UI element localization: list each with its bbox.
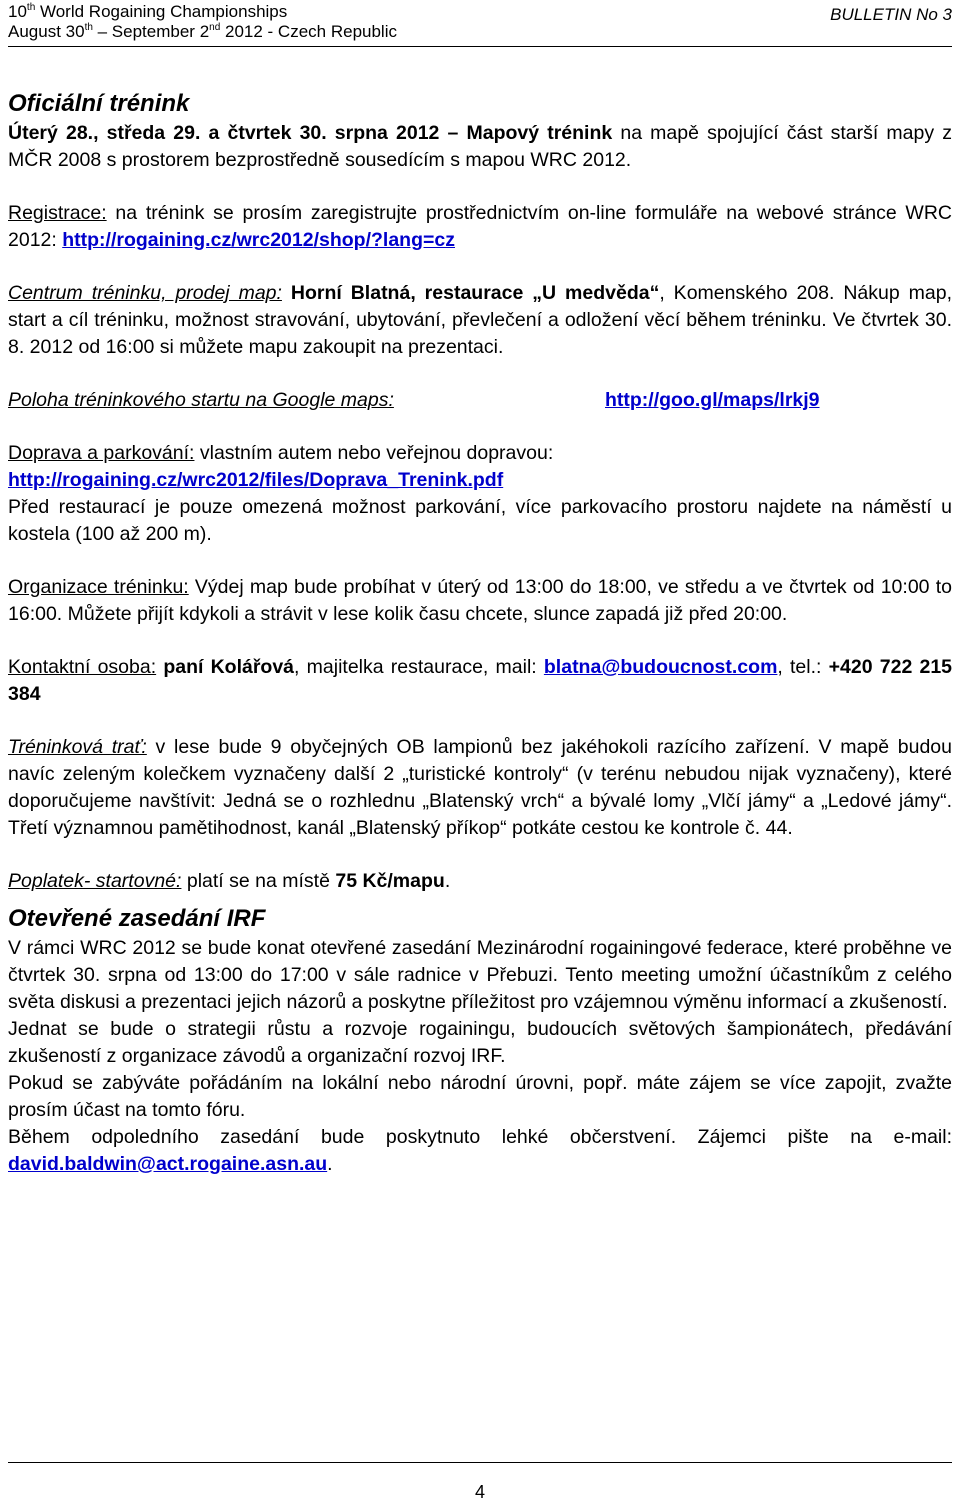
contact-paragraph: Kontaktní osoba: paní Kolářová, majitelka restaurace, mail: blatna@budoucnost.com, tel.: +420 722 215 384 — [8, 656, 953, 705]
irf-email-link[interactable]: david.baldwin@act.rogaine.asn.au — [8, 1153, 328, 1175]
transport-paragraph: Doprava a parkování: vlastním autem nebo veřejnou dopravou: http://rogaining.cz/wrc2012/files/Doprava_Trenink.pdf Před restaurací je pouze omezená možnost parkování, více parkovacího prostoru najdete na náměstí u kostela (100 až 200 m). — [8, 442, 952, 545]
bulletin-number: BULLETIN No 3 — [830, 5, 952, 24]
header-event-title: 10th World Rogaining Championships — [8, 2, 288, 21]
header-event-dates: August 30th – September 2nd 2012 - Czech Republic — [8, 22, 397, 41]
registration-label: Registrace: — [8, 202, 107, 224]
header-divider — [8, 46, 952, 47]
transport-link[interactable]: http://rogaining.cz/wrc2012/files/Doprava_Trenink.pdf — [8, 469, 504, 491]
page-header — [8, 2, 952, 46]
page-number: 4 — [474, 1482, 485, 1502]
contact-label: Kontaktní osoba: — [8, 656, 157, 678]
organization-label: Organizace tréninku: — [8, 576, 189, 598]
gmaps-label: Poloha tréninkového startu na Google maps: — [8, 389, 394, 411]
centre-label: Centrum tréninku, prodej map: — [8, 282, 282, 304]
training-title: Oficiální trénink — [8, 90, 190, 117]
organization-paragraph: Organizace tréninku: Výdej map bude probíhat v úterý od 13:00 do 18:00, ve středu a ve čtvrtek od 10:00 to 16:00. Můžete přijít kdykoli a strávit v lese kolik času chcete, slunce zapadá již před 20:00. — [8, 576, 952, 625]
footer-divider — [8, 1462, 952, 1463]
centre-paragraph: Centrum tréninku, prodej map: Horní Blatná, restaurace „U medvěda“, Komenského 208. Nákup map, start a cíl tréninku, možnost stravování, ubytování, převlečení a odložení věcí během tréninku. Ve čtvrtek 30. 8. 2012 od 16:00 si můžete mapu zakoupit na prezentaci. — [8, 282, 952, 358]
contact-phone: +420 722 215 384 — [8, 656, 953, 705]
irf-paragraph-1: V rámci WRC 2012 se bude konat otevřené zasedání Mezinárodní rogainingové federace, které proběhne ve čtvrtek 30. srpna od 13:00 do 17:00 v sále radnice v Přebuzi. Tento meeting umožní účastníkům z celého světa diskusi a prezentaci jejich názorů a poskytne příležitost pro vzájemnou výměnu informací a zkušeností. — [8, 937, 952, 1013]
fee-label: Poplatek- startovné: — [8, 870, 182, 892]
registration-paragraph: Registrace: na trénink se prosím zaregistrujte prostřednictvím on-line formuláře na webové stránce WRC 2012: http://rogaining.cz/wrc2012/shop/?lang=cz — [8, 202, 952, 251]
contact-email-link[interactable]: blatna@budoucnost.com — [543, 656, 778, 678]
training-dates: Úterý 28., středa 29. a čtvrtek 30. srpna 2012 – Mapový trénink na mapě spojující část starší mapy z MČR 2008 s prostorem bezprostředně sousedícím s mapou WRC 2012. — [8, 122, 952, 171]
course-paragraph: Tréninková trať: v lese bude 9 obyčejných OB lampionů bez jakéhokoli razícího zařízení. V mapě budou navíc zeleným kolečkem vyznačeny další 2 „turistické kontroly“ (v terénu nebudou nijak vyznačeny), které doporučujeme navštívit: Jedná se o rozhlednu „Blatenský vrch“ a bývalé lomy „Vlčí jámy“ a „Ledové jámy“. Třetí významnou pamětihodnost, kanál „Blatenský příkop“ potkáte cestou ke kontrole č. 44. — [8, 736, 952, 839]
registration-link[interactable]: http://rogaining.cz/wrc2012/shop/?lang=cz — [62, 229, 455, 251]
irf-meeting-title: Otevřené zasedání IRF — [8, 905, 266, 932]
gmaps-link[interactable]: http://goo.gl/maps/lrkj9 — [605, 389, 820, 411]
irf-paragraph-2: Jednat se bude o strategii růstu a rozvoje rogainingu, budoucích světových šampionátech, předávání zkušeností z organizace závodů a organizační rozvoj IRF. — [8, 1018, 952, 1067]
fee-paragraph: Poplatek- startovné: platí se na místě 75 Kč/mapu. — [8, 870, 451, 892]
course-label: Tréninková trať: — [8, 736, 147, 758]
gmaps-paragraph — [8, 387, 952, 414]
transport-label: Doprava a parkování: — [8, 442, 195, 464]
document-body — [8, 88, 952, 1178]
irf-paragraph-3: Pokud se zabýváte pořádáním na lokální nebo národní úrovni, popř. máte zájem se více zapojit, zvažte prosím účast na tomto fóru. — [8, 1072, 952, 1121]
irf-paragraph-4: Během odpoledního zasedání bude poskytnuto lehké občerstvení. Zájemci pište na e-mail: david.baldwin@act.rogaine.asn.au. — [8, 1126, 952, 1175]
